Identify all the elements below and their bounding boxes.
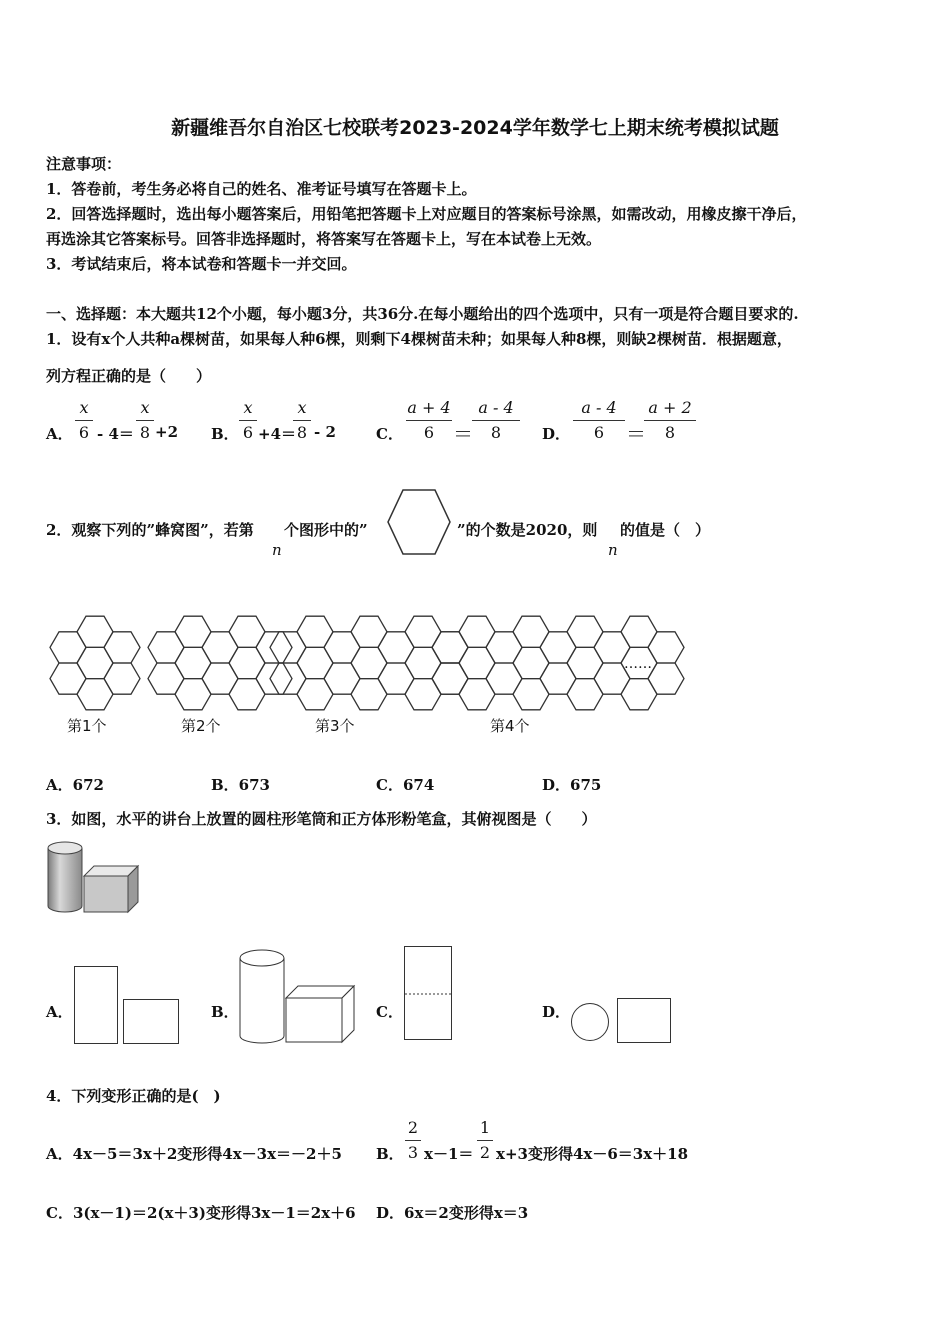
honeycomb-cell xyxy=(229,679,265,710)
honeycomb-cell xyxy=(459,647,495,678)
honeycomb-cell xyxy=(513,679,549,710)
honeycomb-cell xyxy=(202,663,238,694)
honeycomb-cell xyxy=(297,679,333,710)
q3-option-a-figure xyxy=(74,966,182,1046)
q1-option-b-label: B． xyxy=(211,425,239,443)
q1-d-fraction-1 xyxy=(573,398,625,443)
honeycomb-caption-2: 第2个 xyxy=(181,717,221,735)
q1-c-den-2: 8 xyxy=(490,423,502,442)
honeycomb-cell xyxy=(270,663,306,694)
q1-option-a-label: A． xyxy=(46,425,73,443)
honeycomb-cell xyxy=(405,616,441,647)
honeycomb-cell xyxy=(459,616,495,647)
page-title: 新疆维吾尔自治区七校联考2023-2024学年数学七上期末统考模拟试题 xyxy=(171,117,779,139)
q3-option-d-figure xyxy=(570,996,674,1046)
q1-a-fraction-1 xyxy=(75,398,93,443)
q1-a-den-2: 8 xyxy=(139,423,151,442)
q1-text-line1: 1．设有x个人共种a棵树苗，如果每人种6棵，则剩下4棵树苗未种；如果每人种8棵，则缺2棵树苗．根据题意， xyxy=(46,330,792,348)
q1-d-den-2: 8 xyxy=(664,423,676,442)
honeycomb-figures xyxy=(0,600,950,750)
honeycomb-cell xyxy=(405,679,441,710)
q1-c-num-2: a - 4 xyxy=(478,398,514,417)
q1-b-den-2: 8 xyxy=(296,423,308,442)
honeycomb-caption-1: 第1个 xyxy=(67,717,107,735)
q1-d-fraction-2 xyxy=(644,398,696,443)
notice-item-2-cont: 再选涂其它答案标号。回答非选择题时，将答案写在答题卡上，写在本试卷上无效。 xyxy=(46,230,602,248)
honeycomb-cell xyxy=(175,679,211,710)
q4-b-num-1: 2 xyxy=(407,1118,419,1137)
honeycomb-cell xyxy=(77,679,113,710)
honeycomb-cell xyxy=(486,632,522,663)
honeycomb-cell xyxy=(324,663,360,694)
q3-option-c-label: C． xyxy=(376,1003,403,1021)
q1-c-den-1: 6 xyxy=(423,423,435,442)
q2-text-part1: 2．观察下列的”蜂窝图”，若第 xyxy=(46,521,254,539)
honeycomb-cell xyxy=(432,663,468,694)
honeycomb-cell xyxy=(567,616,603,647)
q1-a-den-1: 6 xyxy=(78,423,90,442)
honeycomb-cell xyxy=(378,663,414,694)
q2-option-b: B．673 xyxy=(211,776,270,794)
q1-c-num-1: a + 4 xyxy=(407,398,451,417)
q3-figure-cylinder-cube xyxy=(44,838,144,918)
honeycomb-cell xyxy=(297,647,333,678)
honeycomb-cell xyxy=(486,663,522,694)
honeycomb-cell xyxy=(148,663,184,694)
honeycomb-cell xyxy=(567,679,603,710)
q2-var-n-1: n xyxy=(272,541,282,559)
q4-b-tail: x+3变形得4x－6＝3x＋18 xyxy=(496,1145,689,1163)
honeycomb-cell xyxy=(513,616,549,647)
honeycomb-cell xyxy=(405,647,441,678)
honeycomb-cell xyxy=(351,616,387,647)
q2-text-part3: ”的个数是2020，则 xyxy=(457,521,598,539)
q3-option-a-label: A． xyxy=(46,1003,73,1021)
notice-item-2: 2．回答选择题时，选出每小题答案后，用铅笔把答题卡上对应题目的答案标号涂黑，如需改动，用橡皮擦干净后， xyxy=(46,205,807,223)
honeycomb-cell xyxy=(77,647,113,678)
honeycomb-cell xyxy=(567,647,603,678)
honeycomb-cell xyxy=(459,679,495,710)
honeycomb-cell xyxy=(432,632,468,663)
section-heading: 一、选择题：本大题共12个小题，每小题3分，共36分.在每小题给出的四个选项中，只有一项是符合题目要求的. xyxy=(46,305,799,323)
q1-a-mid: - 4＝ xyxy=(97,425,134,443)
q1-b-mid: +4＝ xyxy=(258,425,297,443)
honeycomb-cell xyxy=(104,663,140,694)
q2-text-part4: 的值是（ ） xyxy=(620,521,711,539)
q2-text-part2: 个图形中的” xyxy=(284,521,368,539)
honeycomb-cell xyxy=(297,616,333,647)
q1-d-num-2: a + 2 xyxy=(648,398,692,417)
honeycomb-cell xyxy=(648,663,684,694)
honeycomb-cell xyxy=(351,647,387,678)
q1-text-line2: 列方程正确的是（ ） xyxy=(46,367,212,385)
q2-var-n-2: n xyxy=(608,541,618,559)
honeycomb-cell xyxy=(50,663,86,694)
q3-option-b-label: B． xyxy=(211,1003,239,1021)
q4-text: 4．下列变形正确的是( ) xyxy=(46,1087,221,1105)
honeycomb-cell xyxy=(621,679,657,710)
honeycomb-cell xyxy=(256,632,292,663)
q1-a-num-1: x xyxy=(79,398,89,417)
honeycomb-cell xyxy=(148,632,184,663)
honeycomb-cell xyxy=(324,632,360,663)
honeycomb-cell xyxy=(351,679,387,710)
q4-option-a: A．4x－5＝3x＋2变形得4x－3x＝－2＋5 xyxy=(46,1145,342,1163)
honeycomb-cell xyxy=(432,632,468,663)
q4-b-fraction-1 xyxy=(405,1118,421,1163)
honeycomb-cell xyxy=(175,647,211,678)
q4-b-num-2: 1 xyxy=(479,1118,491,1137)
honeycomb-cell xyxy=(77,616,113,647)
q1-d-den-1: 6 xyxy=(593,423,605,442)
q1-a-fraction-2 xyxy=(136,398,154,443)
notice-item-3: 3．考试结束后，将本试卷和答题卡一并交回。 xyxy=(46,255,357,273)
q1-b-den-1: 6 xyxy=(242,423,254,442)
notice-heading: 注意事项： xyxy=(46,155,122,173)
honeycomb-cell xyxy=(229,647,265,678)
q1-b-fraction-1 xyxy=(239,398,257,443)
q3-option-d-label: D． xyxy=(542,1003,571,1021)
q3-option-c-figure xyxy=(404,946,456,1042)
q4-b-mid: x－1＝ xyxy=(424,1145,474,1163)
q4-option-c: C．3(x－1)＝2(x＋3)变形得3x－1＝2x＋6 xyxy=(46,1204,356,1222)
q4-option-b-label: B． xyxy=(376,1145,404,1163)
honeycomb-cell xyxy=(256,663,292,694)
q3-option-b-figure xyxy=(238,946,358,1046)
honeycomb-cell xyxy=(270,632,306,663)
q1-a-num-2: x xyxy=(140,398,150,417)
q3-text: 3．如图，水平的讲台上放置的圆柱形笔筒和正方体形粉笔盒，其俯视图是（ ） xyxy=(46,810,597,828)
q1-d-num-1: a - 4 xyxy=(581,398,617,417)
q2-option-c: C．674 xyxy=(376,776,435,794)
honeycomb-cell xyxy=(648,632,684,663)
q1-a-tail: +2 xyxy=(155,423,179,441)
q1-b-fraction-2 xyxy=(293,398,311,443)
q4-b-den-1: 3 xyxy=(407,1143,419,1162)
honeycomb-ellipsis: …… xyxy=(624,656,652,672)
q1-c-fraction-1 xyxy=(406,398,452,443)
honeycomb-cell xyxy=(229,616,265,647)
q2-option-a: A．672 xyxy=(46,776,104,794)
honeycomb-cell xyxy=(621,616,657,647)
q1-b-tail: - 2 xyxy=(314,423,336,441)
q4-option-d: D．6x＝2变形得x＝3 xyxy=(376,1204,529,1222)
honeycomb-cell xyxy=(175,616,211,647)
q1-option-c-label: C． xyxy=(376,425,403,443)
q1-b-num-1: x xyxy=(243,398,253,417)
q1-option-d-label: D． xyxy=(542,425,571,443)
honeycomb-cell xyxy=(540,663,576,694)
hexagon-icon xyxy=(388,488,450,556)
honeycomb-cell xyxy=(432,663,468,694)
q1-c-eq: ＝ xyxy=(453,422,473,446)
q4-b-fraction-2 xyxy=(477,1118,493,1163)
honeycomb-cell xyxy=(378,632,414,663)
honeycomb-caption-3: 第3个 xyxy=(315,717,355,735)
honeycomb-cell xyxy=(513,647,549,678)
honeycomb-cell xyxy=(202,632,238,663)
q4-b-den-2: 2 xyxy=(479,1143,491,1162)
honeycomb-cell xyxy=(104,632,140,663)
q1-d-eq: ＝ xyxy=(626,422,646,446)
q2-option-d: D．675 xyxy=(542,776,602,794)
honeycomb-cell xyxy=(540,632,576,663)
q1-c-fraction-2 xyxy=(472,398,520,443)
q1-b-num-2: x xyxy=(297,398,307,417)
honeycomb-caption-4: 第4个 xyxy=(490,717,530,735)
notice-item-1: 1．答卷前，考生务必将自己的姓名、准考证号填写在答题卡上。 xyxy=(46,180,477,198)
honeycomb-cell xyxy=(50,632,86,663)
